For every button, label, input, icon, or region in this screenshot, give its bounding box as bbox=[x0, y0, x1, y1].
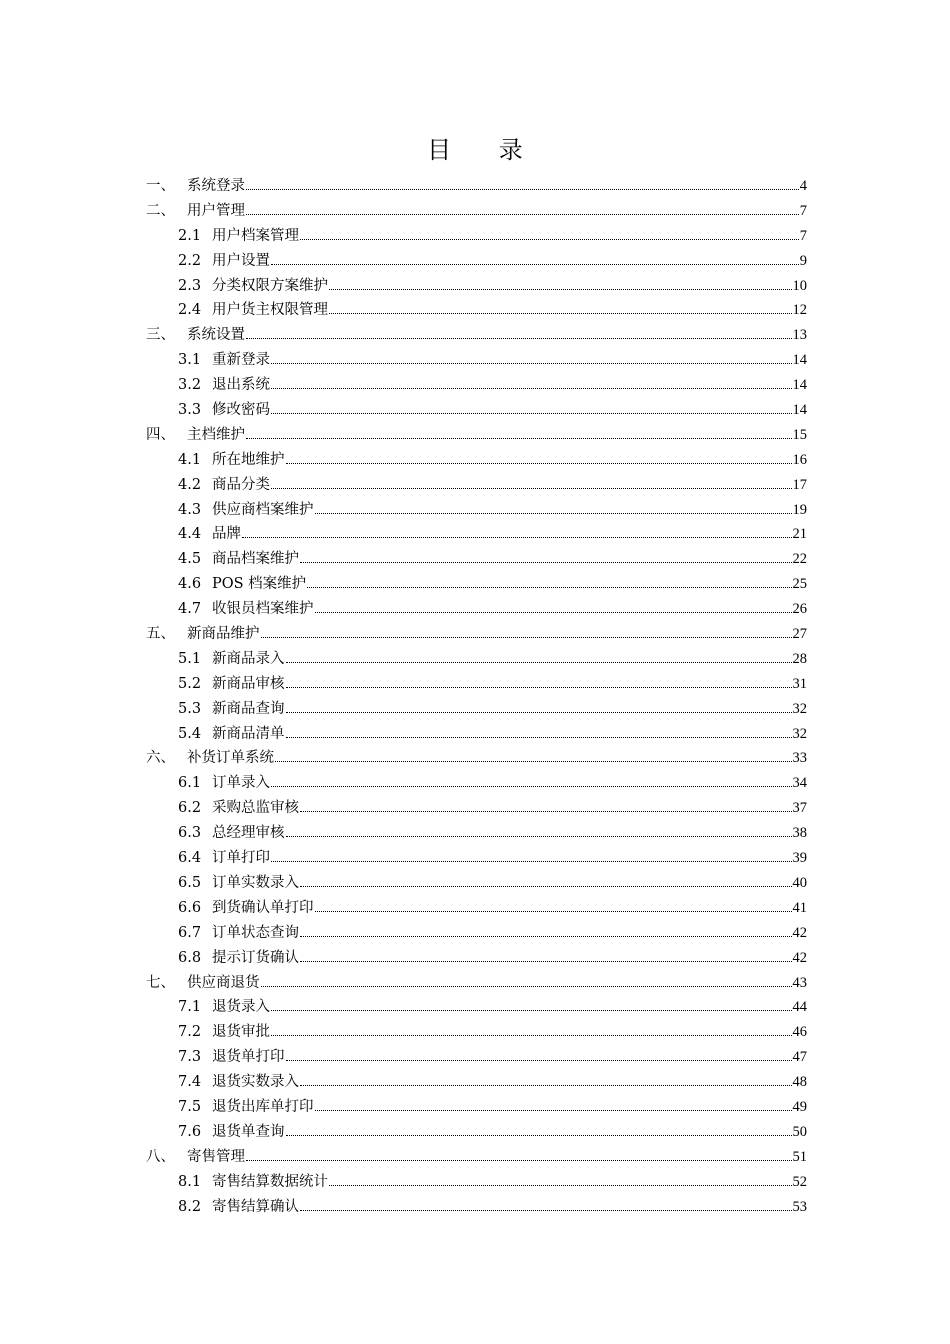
toc-entry-title: 主档维护 bbox=[187, 426, 245, 443]
dot-leader bbox=[261, 976, 792, 987]
toc-entry-title: 新商品查询 bbox=[212, 700, 285, 717]
toc-entry-title: 寄售管理 bbox=[187, 1148, 245, 1165]
toc-entry-number: 4.4 bbox=[178, 526, 202, 543]
toc-entry-page-number: 51 bbox=[792, 1148, 807, 1165]
toc-entry-number: 5.1 bbox=[178, 650, 202, 667]
dot-leader bbox=[286, 727, 792, 738]
toc-entry-title: 用户货主权限管理 bbox=[212, 302, 328, 319]
dot-leader bbox=[300, 876, 792, 887]
dot-leader bbox=[315, 901, 792, 912]
toc-entry-title: 用户设置 bbox=[212, 252, 270, 269]
dot-leader bbox=[246, 204, 799, 215]
toc-entry-title: 订单打印 bbox=[212, 850, 270, 867]
toc-entry-number: 4.5 bbox=[178, 551, 202, 568]
toc-entry-page-number: 53 bbox=[792, 1198, 807, 1215]
toc-chapter-entry[interactable] bbox=[146, 174, 807, 199]
toc-chapter-entry[interactable] bbox=[146, 1145, 807, 1170]
toc-section-entry[interactable] bbox=[146, 846, 807, 871]
toc-chapter-entry[interactable] bbox=[146, 323, 807, 348]
toc-entry-number: 七、 bbox=[146, 974, 175, 991]
toc-entry-number: 三、 bbox=[146, 327, 175, 344]
toc-entry-number: 6.2 bbox=[178, 800, 202, 817]
toc-section-entry[interactable] bbox=[146, 771, 807, 796]
toc-entry-title: 退货单查询 bbox=[212, 1123, 285, 1140]
toc-entry-number: 4.3 bbox=[178, 501, 202, 518]
toc-entry-number: 5.3 bbox=[178, 700, 202, 717]
toc-entry-page-number: 49 bbox=[792, 1098, 807, 1115]
toc-entry-page-number: 27 bbox=[792, 626, 807, 643]
toc-entry-number: 二、 bbox=[146, 202, 175, 219]
toc-entry-number: 8.2 bbox=[178, 1198, 202, 1215]
dot-leader bbox=[329, 279, 792, 290]
toc-entry-page-number: 12 bbox=[792, 302, 807, 319]
toc-entry-title: 到货确认单打印 bbox=[212, 899, 314, 916]
toc-section-entry[interactable] bbox=[146, 348, 807, 373]
toc-section-entry[interactable] bbox=[146, 1095, 807, 1120]
toc-entry-number: 7.1 bbox=[178, 999, 202, 1016]
toc-entry-page-number: 52 bbox=[792, 1173, 807, 1190]
toc-entry-number: 6.6 bbox=[178, 899, 202, 916]
dot-leader bbox=[271, 403, 792, 414]
toc-entry-number: 2.1 bbox=[178, 227, 202, 244]
toc-section-entry[interactable] bbox=[146, 1170, 807, 1195]
toc-chapter-entry[interactable] bbox=[146, 199, 807, 224]
toc-entry-page-number: 4 bbox=[799, 178, 807, 194]
dot-leader bbox=[271, 478, 792, 489]
toc-entry-page-number: 38 bbox=[792, 825, 807, 842]
toc-entry-title: 总经理审核 bbox=[212, 825, 285, 842]
toc-entry-number: 3.3 bbox=[178, 402, 202, 419]
toc-entry-page-number: 14 bbox=[792, 402, 807, 419]
dot-leader bbox=[315, 1100, 792, 1111]
toc-section-entry[interactable] bbox=[146, 298, 807, 323]
toc-entry-number: 一、 bbox=[146, 178, 175, 194]
dot-leader bbox=[275, 751, 792, 762]
toc-entry-number: 八、 bbox=[146, 1148, 175, 1165]
toc-entry-number: 四、 bbox=[146, 426, 175, 443]
toc-entry-number: 六、 bbox=[146, 750, 175, 767]
dot-leader bbox=[329, 1175, 792, 1186]
toc-entry-page-number: 7 bbox=[799, 227, 807, 244]
toc-section-entry[interactable] bbox=[146, 473, 807, 498]
toc-entry-page-number: 15 bbox=[792, 426, 807, 443]
dot-leader bbox=[286, 1125, 792, 1136]
dot-leader bbox=[246, 1150, 792, 1161]
toc-entry-page-number: 48 bbox=[792, 1074, 807, 1091]
toc-entry-title: 用户档案管理 bbox=[212, 227, 299, 244]
toc-entry-page-number: 46 bbox=[792, 1024, 807, 1041]
toc-entry-number: 2.4 bbox=[178, 302, 202, 319]
toc-entry-page-number: 33 bbox=[792, 750, 807, 767]
dot-leader bbox=[271, 851, 792, 862]
toc-entry-title: 新商品审核 bbox=[212, 675, 285, 692]
toc-entry-title: 重新登录 bbox=[212, 352, 270, 369]
toc-entry-title: 订单状态查询 bbox=[212, 924, 299, 941]
toc-section-entry[interactable] bbox=[146, 448, 807, 473]
toc-entry-page-number: 32 bbox=[792, 700, 807, 717]
toc-entry-page-number: 19 bbox=[792, 501, 807, 518]
toc-entry-page-number: 42 bbox=[792, 949, 807, 966]
toc-section-entry[interactable] bbox=[146, 896, 807, 921]
dot-leader bbox=[300, 1075, 792, 1086]
toc-entry-page-number: 10 bbox=[792, 277, 807, 294]
dot-leader bbox=[300, 801, 792, 812]
dot-leader bbox=[261, 627, 792, 638]
dot-leader bbox=[286, 677, 792, 688]
toc-entry-title: 寄售结算确认 bbox=[212, 1198, 299, 1215]
toc-entry-number: 4.2 bbox=[178, 476, 202, 493]
dot-leader bbox=[242, 527, 792, 538]
toc-entry-page-number: 41 bbox=[792, 899, 807, 916]
toc-entry-page-number: 17 bbox=[792, 476, 807, 493]
toc-entry-page-number: 39 bbox=[792, 850, 807, 867]
toc-section-entry[interactable] bbox=[146, 796, 807, 821]
toc-entry-page-number: 22 bbox=[792, 551, 807, 568]
dot-leader bbox=[246, 428, 792, 439]
toc-entry-title: 新商品录入 bbox=[212, 650, 285, 667]
dot-leader bbox=[329, 303, 792, 314]
toc-entry-number: 8.1 bbox=[178, 1173, 202, 1190]
dot-leader bbox=[271, 776, 792, 787]
toc-entry-title: 订单实数录入 bbox=[212, 874, 299, 891]
toc-entry-page-number: 50 bbox=[792, 1123, 807, 1140]
toc-entry-page-number: 40 bbox=[792, 874, 807, 891]
dot-leader bbox=[271, 1025, 792, 1036]
toc-section-entry[interactable] bbox=[146, 249, 807, 274]
toc-entry-page-number: 21 bbox=[792, 526, 807, 543]
toc-section-entry[interactable] bbox=[146, 946, 807, 971]
toc-entry-number: 7.2 bbox=[178, 1024, 202, 1041]
toc-entry-number: 4.1 bbox=[178, 451, 202, 468]
toc-entry-title: 所在地维护 bbox=[212, 451, 285, 468]
toc-section-entry[interactable] bbox=[146, 1020, 807, 1045]
toc-entry-title: 补货订单系统 bbox=[187, 750, 274, 767]
toc-entry-title: POS 档案维护 bbox=[212, 576, 307, 593]
toc-entry-page-number: 32 bbox=[792, 725, 807, 742]
toc-section-entry[interactable] bbox=[146, 1070, 807, 1095]
dot-leader bbox=[307, 577, 791, 588]
toc-entry-title: 商品档案维护 bbox=[212, 551, 299, 568]
dot-leader bbox=[246, 179, 799, 190]
toc-section-entry[interactable] bbox=[146, 995, 807, 1020]
dot-leader bbox=[286, 652, 792, 663]
toc-entry-title: 新商品清单 bbox=[212, 725, 285, 742]
toc-entry-title: 品牌 bbox=[212, 526, 241, 543]
dot-leader bbox=[271, 254, 799, 265]
toc-entry-number: 7.5 bbox=[178, 1098, 202, 1115]
toc-entry-number: 6.4 bbox=[178, 850, 202, 867]
toc-entry-title: 供应商档案维护 bbox=[212, 501, 314, 518]
toc-entry-number: 3.2 bbox=[178, 377, 202, 394]
toc-entry-number: 4.6 bbox=[178, 576, 202, 593]
toc-entry-number: 5.2 bbox=[178, 675, 202, 692]
toc-entry-title: 退货审批 bbox=[212, 1024, 270, 1041]
toc-entry-title: 用户管理 bbox=[187, 202, 245, 219]
toc-chapter-entry[interactable] bbox=[146, 622, 807, 647]
toc-entry-title: 系统设置 bbox=[187, 327, 245, 344]
toc-section-entry[interactable] bbox=[146, 498, 807, 523]
toc-section-entry[interactable] bbox=[146, 572, 807, 597]
dot-leader bbox=[300, 951, 792, 962]
toc-section-entry[interactable] bbox=[146, 547, 807, 572]
toc-entry-title: 退货单打印 bbox=[212, 1049, 285, 1066]
toc-entry-title: 采购总监审核 bbox=[212, 800, 299, 817]
toc-entry-number: 5.4 bbox=[178, 725, 202, 742]
toc-heading: 目 录 bbox=[427, 136, 543, 164]
dot-leader bbox=[271, 353, 792, 364]
dot-leader bbox=[271, 378, 792, 389]
toc-entry-page-number: 9 bbox=[799, 252, 807, 269]
toc-entry-number: 7.6 bbox=[178, 1123, 202, 1140]
toc-entry-number: 五、 bbox=[146, 626, 175, 643]
toc-section-entry[interactable] bbox=[146, 697, 807, 722]
toc-entry-title: 收银员档案维护 bbox=[212, 601, 314, 618]
toc-entry-title: 新商品维护 bbox=[187, 626, 260, 643]
toc-section-entry[interactable] bbox=[146, 1045, 807, 1070]
toc-section-entry[interactable] bbox=[146, 597, 807, 622]
toc-section-entry[interactable] bbox=[146, 522, 807, 547]
toc-section-entry[interactable] bbox=[146, 871, 807, 896]
toc-entry-page-number: 34 bbox=[792, 775, 807, 792]
toc-entry-title: 系统登录 bbox=[187, 178, 245, 194]
dot-leader bbox=[246, 328, 792, 339]
toc-entry-page-number: 25 bbox=[792, 576, 807, 593]
dot-leader bbox=[286, 1050, 792, 1061]
toc-entry-title: 退货实数录入 bbox=[212, 1074, 299, 1091]
toc-entry-number: 6.7 bbox=[178, 924, 202, 941]
dot-leader bbox=[286, 826, 792, 837]
dot-leader bbox=[300, 1200, 792, 1211]
toc-entry-title: 订单录入 bbox=[212, 775, 270, 792]
toc-entry-page-number: 31 bbox=[792, 675, 807, 692]
toc-entry-page-number: 43 bbox=[792, 974, 807, 991]
dot-leader bbox=[315, 503, 792, 514]
toc-entry-number: 6.5 bbox=[178, 874, 202, 891]
toc-entry-number: 6.1 bbox=[178, 775, 202, 792]
toc-entry-number: 2.2 bbox=[178, 252, 202, 269]
toc-chapter-entry[interactable] bbox=[146, 423, 807, 448]
toc-section-entry[interactable] bbox=[146, 647, 807, 672]
toc-entry-page-number: 37 bbox=[792, 800, 807, 817]
toc-section-entry[interactable] bbox=[146, 921, 807, 946]
toc-entry-page-number: 7 bbox=[799, 202, 807, 219]
toc-entry-page-number: 16 bbox=[792, 451, 807, 468]
toc-section-entry[interactable] bbox=[146, 373, 807, 398]
toc-entry-page-number: 14 bbox=[792, 352, 807, 369]
dot-leader bbox=[315, 602, 792, 613]
toc-section-entry[interactable] bbox=[146, 1195, 807, 1220]
toc-entry-title: 退货出库单打印 bbox=[212, 1098, 314, 1115]
dot-leader bbox=[300, 926, 792, 937]
toc-entry-title: 提示订货确认 bbox=[212, 949, 299, 966]
toc-chapter-entry[interactable] bbox=[146, 971, 807, 996]
toc-entry-title: 商品分类 bbox=[212, 476, 270, 493]
toc-entry-page-number: 47 bbox=[792, 1049, 807, 1066]
toc-entry-title: 退货录入 bbox=[212, 999, 270, 1016]
toc-section-entry[interactable] bbox=[146, 398, 807, 423]
toc-chapter-entry[interactable] bbox=[146, 746, 807, 771]
toc-entry-title: 分类权限方案维护 bbox=[212, 277, 328, 294]
toc-entry-number: 3.1 bbox=[178, 352, 202, 369]
toc-section-entry[interactable] bbox=[146, 1120, 807, 1145]
toc-entry-title: 退出系统 bbox=[212, 377, 270, 394]
dot-leader bbox=[286, 453, 792, 464]
toc-entry-number: 7.4 bbox=[178, 1074, 202, 1091]
toc-entry-page-number: 14 bbox=[792, 377, 807, 394]
toc-entry-title: 寄售结算数据统计 bbox=[212, 1173, 328, 1190]
dot-leader bbox=[300, 552, 792, 563]
toc-entry-page-number: 13 bbox=[792, 327, 807, 344]
toc-entry-number: 7.3 bbox=[178, 1049, 202, 1066]
dot-leader bbox=[271, 1000, 792, 1011]
toc-entry-title: 修改密码 bbox=[212, 402, 270, 419]
toc-entry-title: 供应商退货 bbox=[187, 974, 260, 991]
toc-section-entry[interactable] bbox=[146, 224, 807, 249]
toc-entry-page-number: 28 bbox=[792, 650, 807, 667]
toc-entry-number: 2.3 bbox=[178, 277, 202, 294]
toc-section-entry[interactable] bbox=[146, 274, 807, 299]
dot-leader bbox=[300, 229, 799, 240]
table-of-contents bbox=[146, 174, 807, 1219]
toc-entry-page-number: 44 bbox=[792, 999, 807, 1016]
toc-section-entry[interactable] bbox=[146, 722, 807, 747]
toc-entry-number: 6.8 bbox=[178, 949, 202, 966]
toc-section-entry[interactable] bbox=[146, 821, 807, 846]
toc-entry-number: 6.3 bbox=[178, 825, 202, 842]
dot-leader bbox=[286, 702, 792, 713]
toc-section-entry[interactable] bbox=[146, 672, 807, 697]
toc-entry-page-number: 42 bbox=[792, 924, 807, 941]
toc-entry-page-number: 26 bbox=[792, 601, 807, 618]
toc-entry-number: 4.7 bbox=[178, 601, 202, 618]
